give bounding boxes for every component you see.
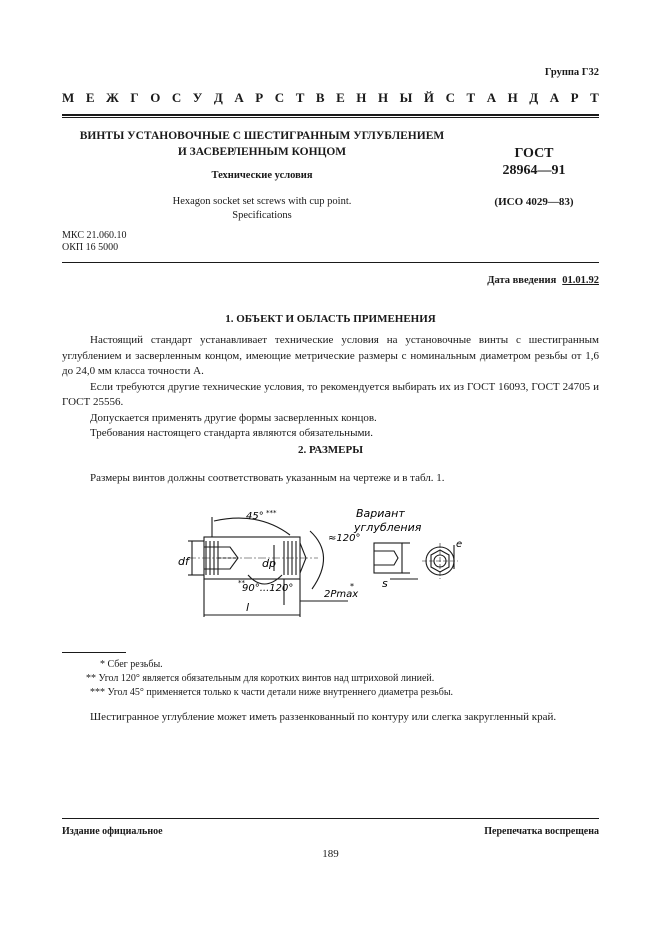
document-title-line2: И ЗАСВЕРЛЕННЫМ КОНЦОМ — [177, 146, 347, 158]
introduction-date — [487, 275, 599, 286]
pitch-mark: * — [350, 582, 354, 591]
standard-title-letter: Н — [377, 90, 389, 105]
closing-body — [62, 710, 599, 726]
variant-label-line2: углубления — [354, 521, 422, 534]
angle120-label: ≈120° — [328, 533, 361, 544]
page-number: 189 — [322, 848, 339, 860]
document-subtitle: Технические условия — [211, 170, 313, 181]
footer-reprint-prohibited: Перепечатка воспрещена — [484, 826, 599, 837]
standard-title-letter: А — [234, 90, 244, 105]
codes-rule — [62, 262, 599, 263]
gost-designation — [474, 145, 594, 179]
section1-paragraph: Допускается применять другие формы засверленных концов. — [90, 411, 377, 424]
english-title — [62, 195, 462, 223]
footnote-rule — [62, 652, 126, 653]
header-rule-top-thin — [62, 117, 599, 118]
standard-title-letter: Т — [295, 90, 305, 105]
section2-paragraph: Размеры винтов должны соответствовать указанным на чертеже и в табл. 1. — [90, 472, 445, 484]
date-value: 01.01.92 — [562, 275, 599, 286]
screw-drawing — [178, 505, 478, 630]
mks-code: МКС 21.060.10 — [62, 230, 127, 241]
standard-title-letter: С — [171, 90, 182, 105]
gost-label: ГОСТ — [514, 146, 554, 161]
section2-heading: 2. РАЗМЕРЫ — [297, 444, 364, 456]
standard-title-letter: Р — [255, 90, 264, 105]
standard-title-letter: А — [549, 90, 560, 105]
s-label: s — [382, 577, 388, 590]
footnotes — [62, 658, 599, 700]
gost-number: 28964—91 — [502, 163, 566, 178]
date-label: Дата введения — [487, 275, 557, 286]
dp-label: dp — [262, 557, 276, 570]
section1-paragraph: Требования настоящего стандарта являются обязательными. — [90, 427, 374, 439]
header-rule-top — [62, 114, 599, 116]
section2-body — [62, 471, 599, 487]
classification-codes — [62, 230, 126, 254]
angle-range-mark: ** — [238, 579, 245, 587]
footer-official-edition: Издание официальное — [62, 826, 163, 837]
e-label: e — [456, 539, 463, 550]
angle45-label: 45° — [246, 511, 264, 522]
footnote: ** Угол 120° является обязательным для коротких винтов над штриховой линией. — [86, 673, 435, 684]
okp-code: ОКП 16 5000 — [62, 242, 119, 253]
variant-label-line1: Вариант — [356, 507, 405, 520]
interstate-standard-title — [62, 90, 599, 106]
pitch-label: 2Pmax — [324, 589, 359, 600]
standard-title-letter: У — [192, 90, 203, 105]
standard-title-letter: Е — [336, 90, 345, 105]
footer-rule — [62, 818, 599, 819]
angle45-mark: *** — [266, 509, 277, 517]
standard-title-letter: Д — [529, 90, 539, 105]
angle-range-label: 90°...120° — [242, 583, 294, 594]
standard-title-letter: Т — [590, 90, 599, 105]
df-label: df — [178, 555, 189, 568]
standard-title-letter: В — [315, 90, 325, 105]
angle120-arc — [310, 531, 324, 589]
standard-title-letter: С — [274, 90, 285, 105]
section1-body — [62, 333, 599, 442]
standard-title-letter: Р — [570, 90, 579, 105]
footnote: * Сбег резьбы. — [100, 659, 163, 670]
section1-paragraph: Если требуются другие технические условия, то рекомендуется выбирать их из ГОСТ 16093, ГОСТ 24705 и ГОСТ 25556. — [62, 380, 599, 408]
variant-socket-profile — [374, 551, 398, 565]
english-title-line2: Specifications — [232, 210, 292, 221]
standard-title-letter: Н — [507, 90, 518, 105]
standard-title-letter: Е — [85, 90, 95, 105]
group-label: Группа Г32 — [544, 67, 599, 78]
standard-title-letter: Т — [466, 90, 476, 105]
standard-title-letter: Г — [130, 90, 139, 105]
closing-paragraph: Шестигранное углубление может иметь раззенкованный по контуру или слегка закругленный край. — [90, 711, 557, 723]
iso-reference: (ИСО 4029—83) — [494, 196, 574, 208]
english-title-line1: Hexagon socket set screws with cup point. — [172, 196, 352, 207]
standard-title-letter: Ж — [106, 90, 119, 105]
standard-title-letter: О — [150, 90, 161, 105]
footnote: *** Угол 45° применяется только к части детали ниже внутреннего диаметра резьбы. — [90, 687, 454, 698]
standard-title-letter: Й — [423, 90, 435, 105]
standard-title-letter: А — [486, 90, 497, 105]
document-title-line1: ВИНТЫ УСТАНОВОЧНЫЕ С ШЕСТИГРАННЫМ УГЛУБЛЕНИЕМ — [79, 130, 445, 142]
standard-title-letter: Н — [356, 90, 367, 105]
screw-drawing-svg — [178, 505, 478, 625]
standard-title-letter: Ы — [399, 90, 413, 105]
standard-title-letter: Д — [213, 90, 223, 105]
section1-paragraph: Настоящий стандарт устанавливает технические условия на установочные винты с шестигранным углублением и засверленным концом, имеющие метрические размеры с номинальным диаметром резьбы от 1,6 до 24,0 мм класса точности А. — [62, 334, 599, 377]
standard-title-letter: С — [445, 90, 455, 105]
length-label: l — [246, 601, 250, 614]
standard-title-letter: М — [62, 90, 75, 105]
document-title — [62, 128, 462, 160]
section1-heading: 1. ОБЪЕКТ И ОБЛАСТЬ ПРИМЕНЕНИЯ — [225, 313, 436, 325]
